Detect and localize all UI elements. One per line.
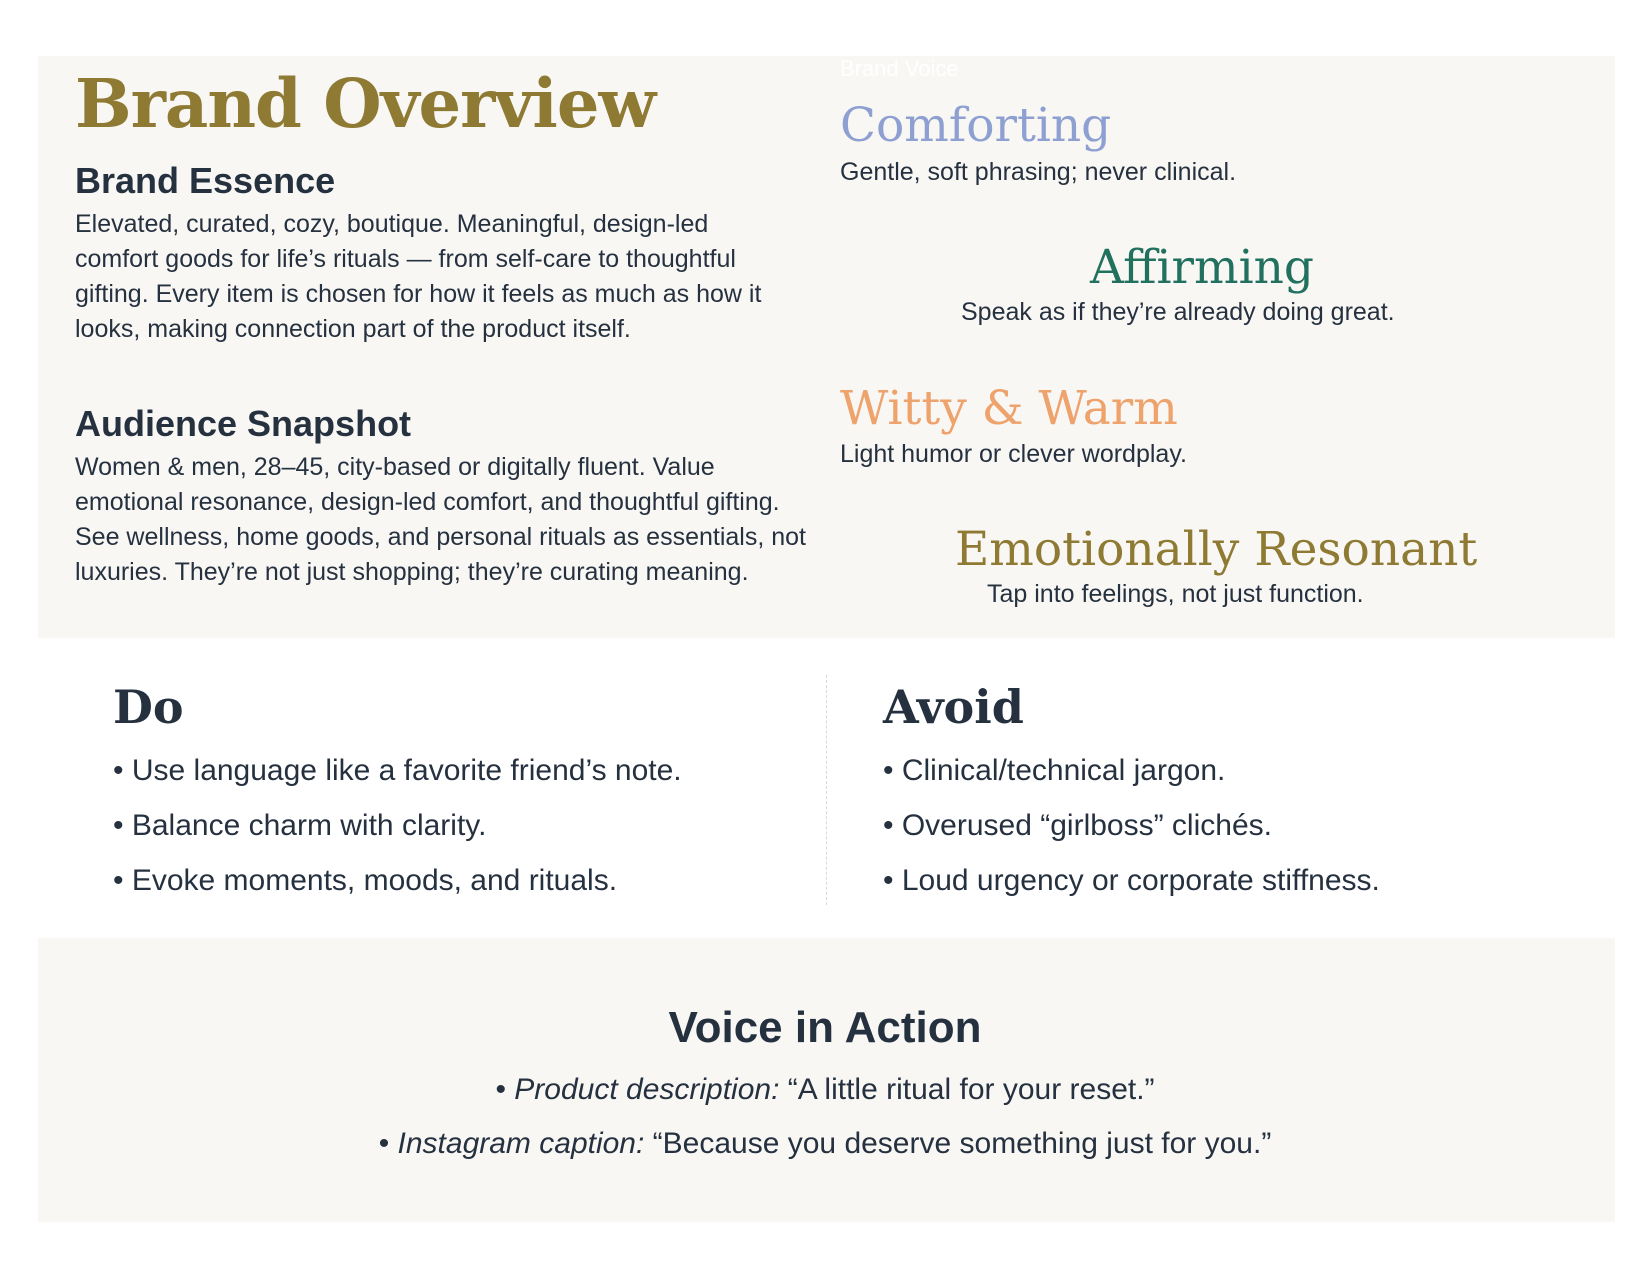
voice-example-instagram-caption bbox=[0, 1127, 1650, 1161]
example-quote: “Because you deserve something just for you.” bbox=[644, 1127, 1272, 1160]
do-item: • Evoke moments, moods, and rituals. bbox=[113, 864, 618, 897]
example-label: Instagram caption: bbox=[397, 1127, 645, 1160]
do-heading: Do bbox=[113, 680, 184, 734]
audience-snapshot-heading: Audience Snapshot bbox=[75, 403, 412, 444]
avoid-item: • Clinical/technical jargon. bbox=[883, 754, 1226, 787]
column-divider bbox=[826, 675, 827, 905]
avoid-item: • Loud urgency or corporate stiffness. bbox=[883, 864, 1380, 897]
voice-example-product-description bbox=[0, 1073, 1650, 1107]
voice-trait-witty-warm: Witty & Warm bbox=[840, 381, 1178, 436]
audience-snapshot-text: Women & men, 28–45, city-based or digitally fluent. Value emotional resonance, design-led comfort, and thoughtful gifting. See wellness, home goods, and personal rituals as essentials, not luxuries. They’re not just shopping; they’re curating meaning. bbox=[75, 453, 806, 586]
do-item: • Use language like a favorite friend’s note. bbox=[113, 754, 682, 787]
voice-trait-comforting: Comforting bbox=[840, 98, 1112, 153]
brand-essence-heading: Brand Essence bbox=[75, 160, 336, 201]
voice-trait-emotionally-resonant: Emotionally Resonant bbox=[955, 522, 1478, 577]
do-item: • Balance charm with clarity. bbox=[113, 809, 487, 842]
voice-trait-affirming-description: Speak as if they’re already doing great. bbox=[961, 298, 1395, 326]
example-bullet: • bbox=[495, 1073, 515, 1106]
brand-voice-label: Brand Voice bbox=[840, 56, 959, 81]
voice-trait-witty-warm-description: Light humor or clever wordplay. bbox=[840, 440, 1187, 468]
voice-trait-emotionally-resonant-description: Tap into feelings, not just function. bbox=[987, 580, 1364, 608]
voice-trait-comforting-description: Gentle, soft phrasing; never clinical. bbox=[840, 158, 1237, 186]
example-bullet: • bbox=[378, 1127, 398, 1160]
do-list bbox=[113, 743, 682, 908]
voice-in-action-heading: Voice in Action bbox=[668, 1003, 982, 1052]
avoid-heading: Avoid bbox=[883, 680, 1024, 734]
example-quote: “A little ritual for your reset.” bbox=[779, 1073, 1155, 1106]
voice-trait-affirming: Affirming bbox=[1090, 240, 1314, 295]
page-title: Brand Overview bbox=[75, 64, 656, 143]
avoid-list bbox=[883, 743, 1380, 908]
avoid-item: • Overused “girlboss” clichés. bbox=[883, 809, 1272, 842]
example-label: Product description: bbox=[514, 1073, 780, 1106]
brand-essence-text: Elevated, curated, cozy, boutique. Meaningful, design-led comfort goods for life’s rituals — from self-care to thoughtful gifting. Every item is chosen for how it feels as much as how it looks, making connection part of the product itself. bbox=[75, 210, 762, 343]
